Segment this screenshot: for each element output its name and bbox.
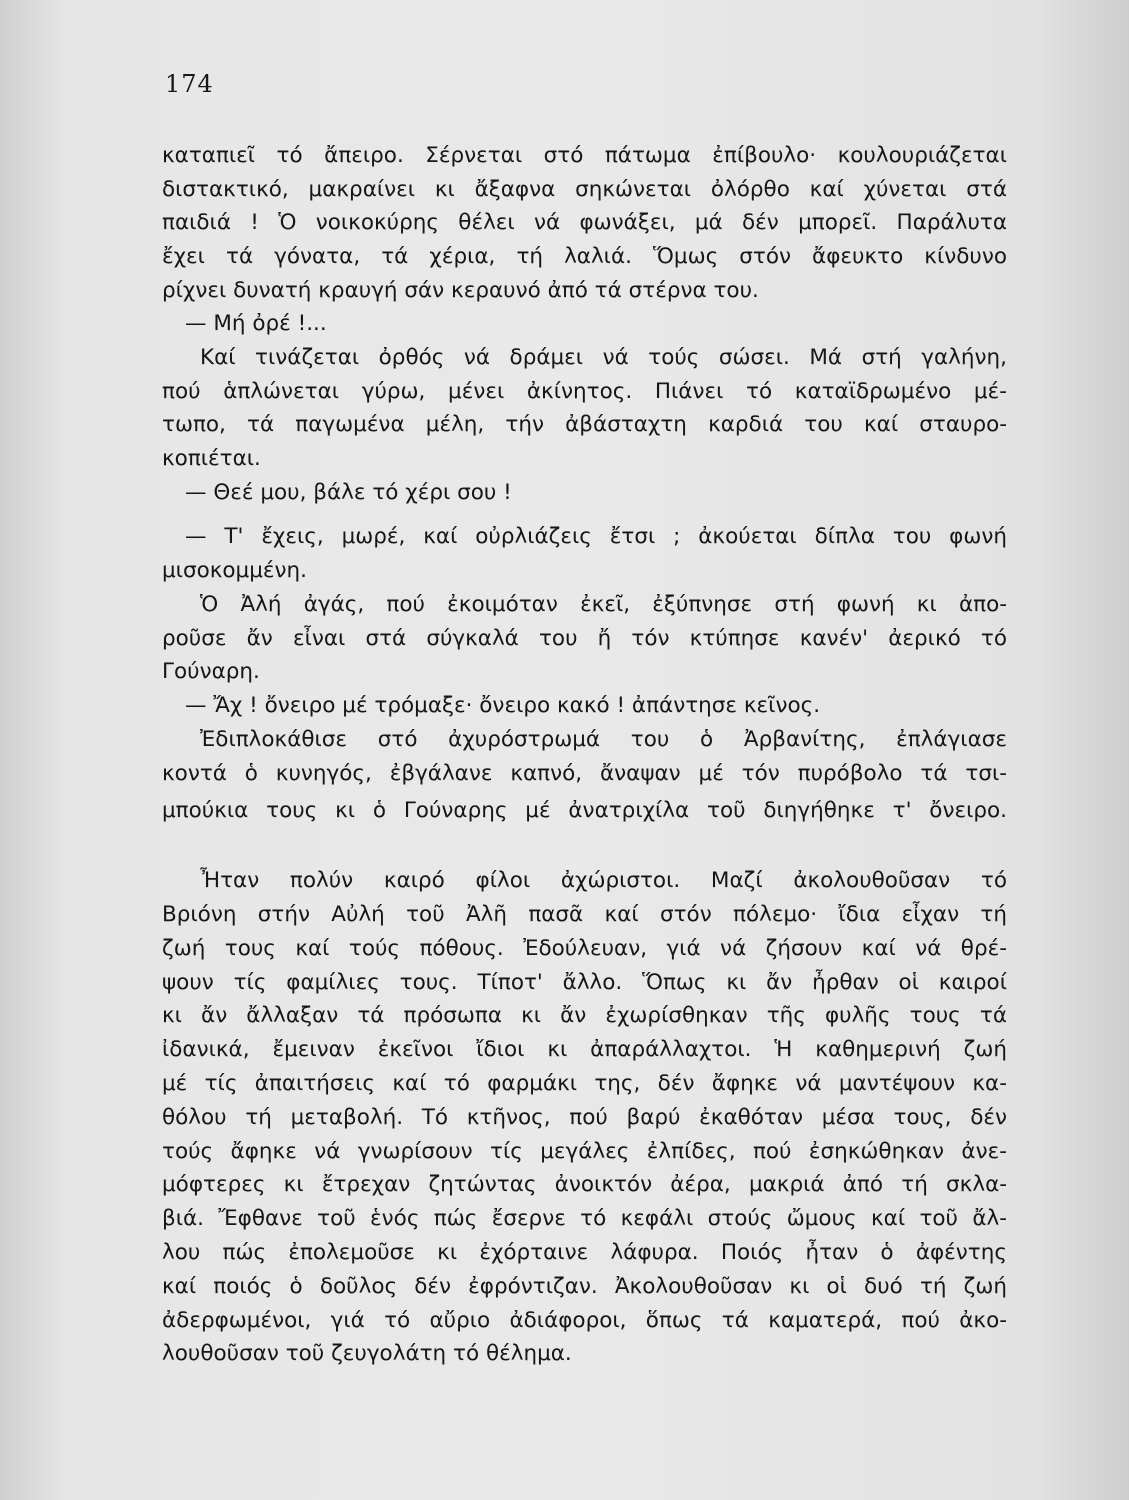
text-line: ἰδανικά, ἔμειναν ἐκεῖνοι ἴδιοι κι ἀπαράλλαχτοι. Ἡ καθημερινή ζωή (162, 1037, 1007, 1062)
text-line: διστακτικό, μακραίνει κι ἄξαφνα σηκώνεται ὀλόρθο καί χύνεται στά (162, 177, 1007, 202)
text-line: μπούκια τους κι ὁ Γούναρης μέ ἀνατριχίλα τοῦ διηγήθηκε τ' ὄνειρο. (162, 798, 1007, 823)
text-line: μόφτερες κι ἔτρεχαν ζητώντας ἀνοικτόν ἀέρα, μακριά ἀπό τή σκλα- (162, 1172, 1007, 1197)
text-line: Ὁ Ἀλή ἀγάς, πού ἐκοιμόταν ἐκεῖ, ἐξύπνησε στή φωνή κι ἀπο- (200, 592, 1007, 617)
dialogue-line: — Τ' ἔχεις, μωρέ, καί οὐρλιάζεις ἔτσι ; ἀκούεται δίπλα του φωνή (185, 524, 1007, 549)
text-line: Βριόνη στήν Αὐλή τοῦ Ἀλῆ πασᾶ καί στόν πόλεμο· ἴδια εἶχαν τή (162, 902, 1007, 927)
text-line: παιδιά ! Ὁ νοικοκύρης θέλει νά φωνάξει, μά δέν μπορεῖ. Παράλυτα (162, 210, 1007, 235)
text-line: λουθοῦσαν τοῦ ζευγολάτη τό θέλημα. (162, 1341, 572, 1366)
text-line: Καί τινάζεται ὀρθός νά δράμει νά τούς σώσει. Μά στή γαλήνη, (200, 345, 1007, 370)
text-line: ἀδερφωμένοι, γιά τό αὔριο ἀδιάφοροι, ὅπως τά καματερά, πού ἀκο- (162, 1308, 1007, 1333)
text-line: ἔχει τά γόνατα, τά χέρια, τή λαλιά. Ὅμως στόν ἄφευκτο κίνδυνο (162, 244, 1007, 269)
text-line: μισοκομμένη. (162, 558, 308, 583)
text-line: Γούναρη. (162, 659, 260, 684)
page-number: 174 (165, 70, 214, 98)
text-line: πού ἁπλώνεται γύρω, μένει ἀκίνητος. Πιάνει τό καταϊδρωμένο μέ- (162, 379, 1007, 404)
dialogue-line: — Θεέ μου, βάλε τό χέρι σου ! (185, 480, 512, 505)
dialogue-line: — Μή ὀρέ !... (185, 311, 327, 336)
text-line: μέ τίς ἀπαιτήσεις καί τό φαρμάκι της, δέν ἄφηκε νά μαντέψουν κα- (162, 1071, 1007, 1096)
text-line: βιά. Ἔφθανε τοῦ ἑνός πώς ἔσερνε τό κεφάλι στούς ὤμους καί τοῦ ἄλ- (162, 1206, 1007, 1231)
text-line: θόλου τή μεταβολή. Τό κτῆνος, πού βαρύ ἐκαθόταν μέσα τους, δέν (162, 1105, 1007, 1130)
text-line: κοπιέται. (162, 446, 261, 471)
text-line: Ἦταν πολύν καιρό φίλοι ἀχώριστοι. Μαζί ἀκολουθοῦσαν τό (200, 868, 1007, 893)
text-line: καταπιεῖ τό ἄπειρο. Σέρνεται στό πάτωμα ἐπίβουλο· κουλουριάζεται (162, 143, 1007, 168)
dialogue-line: — Ἄχ ! ὄνειρο μέ τρόμαξε· ὄνειρο κακό ! ἀπάντησε κεῖνος. (185, 693, 821, 718)
text-line: κι ἄν ἄλλαξαν τά πρόσωπα κι ἄν ἐχωρίσθηκαν τῆς φυλῆς τους τά (162, 1003, 1007, 1028)
text-line: λου πώς ἐπολεμοῦσε κι ἐχόρταινε λάφυρα. Ποιός ἦταν ὁ ἀφέντης (162, 1240, 1007, 1265)
text-line: ζωή τους καί τούς πόθους. Ἐδούλευαν, γιά νά ζήσουν καί νά θρέ- (162, 936, 1007, 961)
text-line: ροῦσε ἄν εἶναι στά σύγκαλά του ἤ τόν κτύπησε κανέν' ἀερικό τό (162, 626, 1007, 651)
text-line: Ἐδιπλοκάθισε στό ἀχυρόστρωμά του ὁ Ἀρβανίτης, ἐπλάγιασε (200, 727, 1007, 752)
text-line: κοντά ὁ κυνηγός, ἐβγάλανε καπνό, ἄναψαν μέ τόν πυρόβολο τά τσι- (162, 761, 1007, 786)
text-line: καί ποιός ὁ δοῦλος δέν ἐφρόντιζαν. Ἀκολουθοῦσαν κι οἱ δυό τή ζωή (162, 1274, 1007, 1299)
text-line: ψουν τίς φαμίλιες τους. Τίποτ' ἄλλο. Ὅπως κι ἄν ἦρθαν οἱ καιροί (162, 970, 1007, 995)
text-line: ρίχνει δυνατή κραυγή σάν κεραυνό ἀπό τά στέρνα του. (162, 278, 759, 303)
text-line: τούς ἄφηκε νά γνωρίσουν τίς μεγάλες ἐλπίδες, πού ἐσηκώθηκαν ἀνε- (162, 1139, 1007, 1164)
text-line: τωπο, τά παγωμένα μέλη, τήν ἀβάσταχτη καρδιά του καί σταυρο- (162, 412, 1007, 437)
